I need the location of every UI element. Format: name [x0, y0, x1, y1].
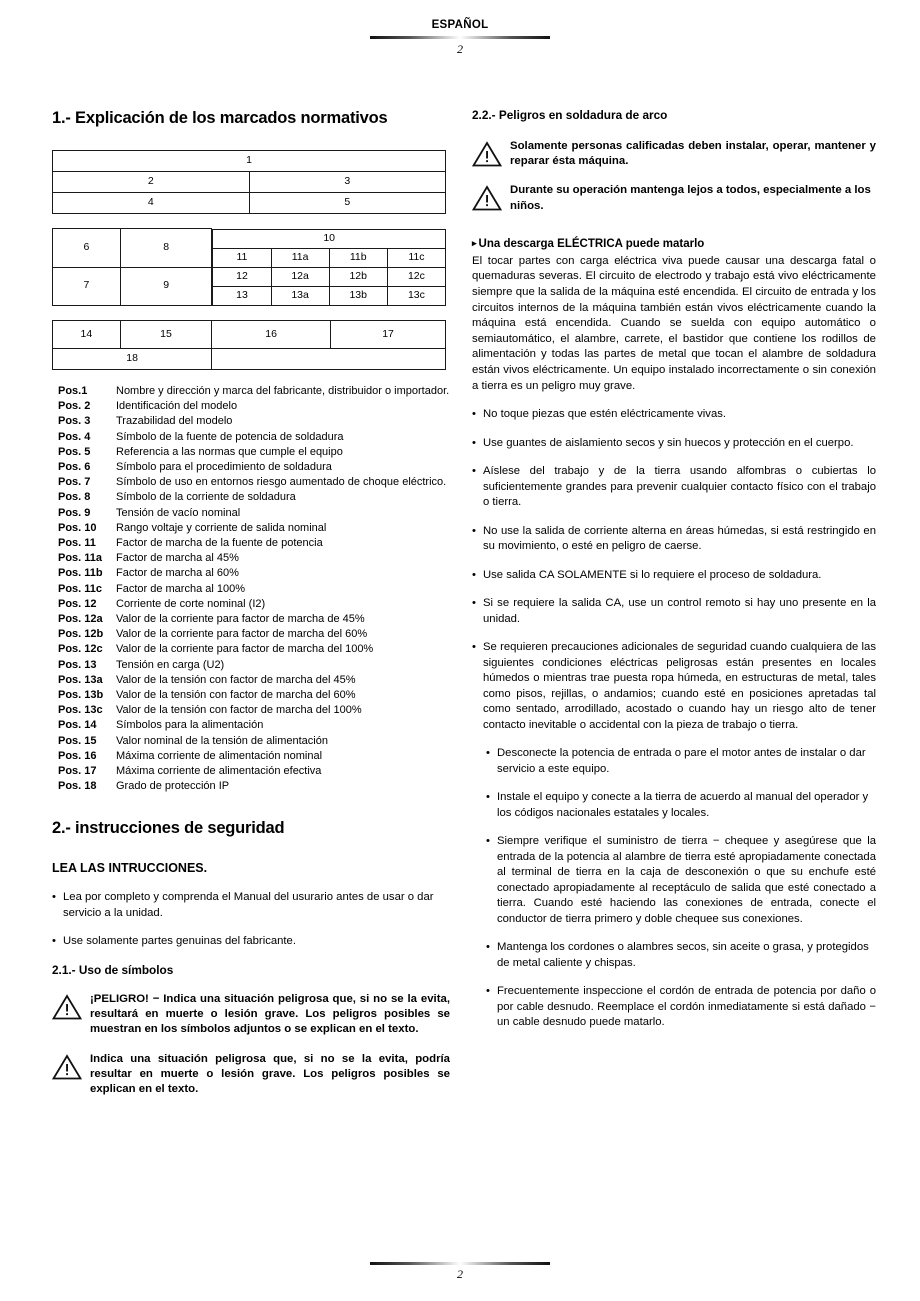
- electric-shock-sub-bullets: [486, 746, 876, 1031]
- cell-11b: 11b: [329, 248, 387, 267]
- pos-key: Pos. 14: [58, 719, 97, 732]
- list-item: [52, 536, 450, 551]
- list-item: • Siempre verifique el suministro de tierra − chequee y asegúrese que la entrada de la potencia al alambre de tierra esté apropiadamente conectada al terminal de tierra en la caja de desconexión o que su enchufe esté conectado apropiadamente al receptáculo de salida que esté conectado a tierra. Cuando esté haciendo las conexiones de entrada, conecte el conductor de tierra primero y doble chequee sus conexiones.: [486, 834, 876, 927]
- list-item: [52, 551, 450, 566]
- footer-page-number: 2: [457, 1267, 463, 1281]
- table-row: [213, 229, 446, 248]
- triangle-bullet-icon: ▸: [472, 237, 477, 248]
- marking-table-1: [52, 150, 446, 214]
- pos-value: Símbolo de uso en entornos riesgo aumentado de choque eléctrico.: [116, 476, 447, 489]
- list-item: [52, 627, 450, 642]
- cell-11c: 11c: [387, 248, 445, 267]
- electric-shock-heading: [472, 236, 876, 252]
- table-row: [53, 349, 446, 370]
- cell-12a: 12a: [271, 267, 329, 286]
- section-2-title: 2.- instrucciones de seguridad: [52, 819, 285, 838]
- list-item: [52, 384, 450, 399]
- list-item: [52, 764, 450, 779]
- list-item: [52, 414, 450, 429]
- list-item: [52, 734, 450, 749]
- pos-value: Factor de marcha de la fuente de potencia: [116, 537, 323, 550]
- pos-key: Pos. 16: [58, 749, 97, 762]
- spacer: [52, 794, 450, 818]
- pos-value: Identificación del modelo: [116, 400, 238, 413]
- arc-warning-qualified-persons-text: Solamente personas calificadas deben instalar, operar, mantener y reparar ésta máquina.: [510, 140, 876, 168]
- header-divider: [370, 36, 550, 39]
- arc-warning-keep-away-text: Durante su operación mantenga lejos a todos, especialmente a los niños.: [510, 184, 871, 212]
- list-item: [52, 779, 450, 794]
- list-item: [52, 460, 450, 475]
- list-item: • Se requieren precauciones adicionales de seguridad cuando cualquiera de las siguientes condiciones eléctricas peligrosas están presentes en locales húmedos o mientras trae puesta ropa húmeda, en estructuras de metal, tales como pisos, rejillas, o andamios; cuando esté en posiciones apretadas tal como sentado, arrodillado, acostado o cuando hay un riesgo alto de tener contacto inevitable o accidental con la pieza de trabajo o tierra.: [472, 640, 876, 733]
- cell-1: 1: [53, 151, 446, 172]
- cell-17: 17: [331, 321, 446, 349]
- marking-table-3: [52, 320, 446, 370]
- table-row: [53, 229, 447, 268]
- electric-shock-paragraph: El tocar partes con carga eléctrica viva puede causar una descarga fatal o quemaduras severas. El circuito de electrodo y trabajo está vivo eléctricamente siempre que la salida de la máquina esté encendida. El circuito de entrada y los circuitos internos de la máquina también están vivos eléctricamente cuando la máquina está encendida. Cuando se suelda con equipo automático o semiautomático, el alambre, carrete, el bastidor que contiene los rodillos de alimentación y todas las partes de metal que tocan el alambre de soldadura están vivos eléctricamente. Un equipo instalado incorrectamente o sin conexión a tierra es un peligro muy grave.: [472, 254, 876, 392]
- list-item: [52, 749, 450, 764]
- list-item: [52, 521, 450, 536]
- pos-value: Factor de marcha al 60%: [116, 567, 239, 580]
- pos-key: Pos. 13b: [58, 689, 104, 702]
- cell-12b: 12b: [329, 267, 387, 286]
- list-item: [52, 430, 450, 445]
- pos-value: Grado de protección IP: [116, 780, 230, 793]
- symbol-warning-danger: [52, 992, 450, 1038]
- cell-13a: 13a: [271, 286, 329, 305]
- pos-value: Símbolo de la fuente de potencia de soldadura: [116, 430, 344, 443]
- cell-10: 10: [213, 229, 446, 248]
- pos-key: Pos. 4: [58, 430, 91, 443]
- document-body: [0, 108, 920, 1248]
- table-row: [53, 321, 446, 349]
- symbol-warning-caution-text: Indica una situación peligrosa que, si no se la evita, podría resultar en muerte o lesión grave. Los peligros posibles se explican en el texto.: [90, 1052, 450, 1095]
- list-item: [52, 582, 450, 597]
- cell-15: 15: [120, 321, 211, 349]
- list-item: • Frecuentemente inspeccione el cordón de entrada de potencia por daño o por cable desnudo. Reemplace el cordón inmediatamente si está dañado − un cable desnudo puede matarlo.: [486, 984, 876, 1031]
- cell-11: 11: [213, 248, 271, 267]
- pos-key: Pos. 11: [58, 537, 96, 550]
- pos-key: Pos. 12: [58, 597, 97, 610]
- list-item: • Mantenga los cordones o alambres secos, sin aceite o grasa, y protegidos de metal caliente y chispas.: [486, 940, 876, 971]
- list-item: [52, 658, 450, 673]
- cell-empty: [212, 349, 446, 370]
- pos-key: Pos. 2: [58, 400, 91, 413]
- pos-value: Referencia a las normas que cumple el equipo: [116, 445, 343, 458]
- list-item: • Lea por completo y comprenda el Manual del usurario antes de usar o dar servicio a la unidad.: [52, 890, 450, 921]
- list-item: • Use solamente partes genuinas del fabricante.: [52, 934, 450, 950]
- list-item: [52, 566, 450, 581]
- cell-12c: 12c: [387, 267, 445, 286]
- cell-9: 9: [120, 267, 212, 306]
- cell-6: 6: [53, 229, 121, 268]
- marking-table-2: [52, 228, 446, 306]
- list-item: [52, 399, 450, 414]
- page-header: [0, 18, 920, 56]
- warning-triangle-icon: [52, 1052, 90, 1080]
- table-row: [53, 151, 446, 172]
- pos-value: Valor de la corriente para factor de marcha del 100%: [116, 643, 374, 656]
- pos-key: Pos. 11b: [58, 567, 103, 580]
- pos-value: Nombre y dirección y marca del fabricante, distribuidor o importador.: [116, 385, 450, 397]
- read-instructions-title: LEA LAS INTRUCCIONES.: [52, 861, 208, 876]
- pos-key: Pos. 5: [58, 445, 91, 458]
- cell-5: 5: [249, 193, 446, 214]
- pos-key: Pos. 12a: [58, 613, 103, 626]
- pos-key: Pos. 13: [58, 658, 97, 671]
- pos-value: Tensión en carga (U2): [116, 658, 225, 671]
- marking-table-2-inner: [212, 229, 446, 306]
- list-item: • Use salida CA SOLAMENTE si lo requiere el proceso de soldadura.: [472, 568, 876, 584]
- list-item: [52, 642, 450, 657]
- pos-value: Valor nominal de la tensión de alimentación: [116, 734, 328, 747]
- cell-16: 16: [212, 321, 331, 349]
- pos-key: Pos.1: [58, 385, 88, 397]
- pos-value: Rango voltaje y corriente de salida nominal: [116, 521, 327, 534]
- pos-key: Pos. 12c: [58, 643, 103, 656]
- list-item: • No toque piezas que estén eléctricamente vivas.: [472, 407, 876, 423]
- cell-2: 2: [53, 172, 250, 193]
- table-row: [213, 248, 446, 267]
- pos-value: Símbolo de la corriente de soldadura: [116, 491, 296, 504]
- pos-key: Pos. 15: [58, 734, 97, 747]
- pos-key: Pos. 12b: [58, 628, 104, 641]
- table-row: [53, 193, 446, 214]
- pos-key: Pos. 17: [58, 765, 97, 778]
- table-row: [213, 267, 446, 286]
- table-row: [213, 286, 446, 305]
- list-item: [52, 475, 450, 490]
- position-legend-list: [52, 384, 450, 794]
- section-2-2-title: 2.2.- Peligros en soldadura de arco: [472, 108, 668, 122]
- pos-key: Pos. 11a: [58, 552, 103, 565]
- pos-value: Valor de la tensión con factor de marcha del 45%: [116, 673, 356, 686]
- list-item: [52, 597, 450, 612]
- list-item: • Use guantes de aislamiento secos y sin huecos y protección en el cuerpo.: [472, 436, 876, 452]
- cell-14: 14: [53, 321, 121, 349]
- pos-value: Factor de marcha al 45%: [116, 552, 239, 565]
- section-2-1-title: 2.1.- Uso de símbolos: [52, 962, 174, 977]
- pos-key: Pos. 9: [58, 506, 91, 519]
- warning-triangle-icon: [472, 183, 510, 211]
- pos-key: Pos. 3: [58, 415, 91, 428]
- pos-value: Valor de la tensión con factor de marcha del 100%: [116, 704, 362, 717]
- pos-key: Pos. 7: [58, 476, 91, 489]
- cell-3: 3: [249, 172, 446, 193]
- pos-value: Tensión de vacío nominal: [116, 506, 241, 519]
- cell-18: 18: [53, 349, 212, 370]
- pos-value: Valor de la corriente para factor de marcha del 60%: [116, 628, 368, 641]
- list-item: [52, 718, 450, 733]
- electric-shock-bullets: [472, 407, 876, 733]
- electric-shock-heading-label: Una descarga ELÉCTRICA puede matarlo: [478, 237, 705, 250]
- pos-key: Pos. 10: [58, 521, 97, 534]
- list-item: • Instale el equipo y conecte a la tierra de acuerdo al manual del operador y los códigos nacionales estatales y locales.: [486, 790, 876, 821]
- pos-value: Símbolo para el procedimiento de soldadura: [116, 461, 332, 474]
- pos-key: Pos. 18: [58, 780, 97, 793]
- list-item: [52, 490, 450, 505]
- pos-value: Corriente de corte nominal (I2): [116, 597, 266, 610]
- cell-4: 4: [53, 193, 250, 214]
- page-footer: [0, 1258, 920, 1281]
- pos-key: Pos. 11c: [58, 582, 103, 595]
- pos-value: Factor de marcha al 100%: [116, 582, 246, 595]
- list-item: • Aíslese del trabajo y de la tierra usando alfombras o cubiertas lo suficientemente grandes para prevenir cualquier contacto físico con el trabajo o tierra.: [472, 464, 876, 511]
- footer-divider: [370, 1262, 550, 1265]
- list-item: [52, 506, 450, 521]
- list-item: [52, 445, 450, 460]
- cell-12: 12: [213, 267, 271, 286]
- cell-8: 8: [120, 229, 212, 268]
- marking-table-2-nested-group: [212, 229, 446, 306]
- pos-value: Símbolos para la alimentación: [116, 719, 264, 732]
- warning-triangle-icon: [52, 992, 90, 1020]
- list-item: [52, 688, 450, 703]
- symbol-warning-caution: [52, 1052, 450, 1098]
- right-column: [472, 108, 876, 1044]
- pos-value: Valor de la tensión con factor de marcha del 60%: [116, 689, 356, 702]
- pos-key: Pos. 6: [58, 461, 91, 474]
- cell-13c: 13c: [387, 286, 445, 305]
- pos-value: Trazabilidad del modelo: [116, 415, 233, 428]
- header-page-number: 2: [457, 42, 463, 56]
- pos-key: Pos. 13c: [58, 704, 103, 717]
- list-item: [52, 703, 450, 718]
- warning-triangle-icon: [472, 139, 510, 167]
- list-item: • Si se requiere la salida CA, use un control remoto si hay uno presente en la unidad.: [472, 596, 876, 627]
- arc-warning-qualified-persons: [472, 139, 876, 169]
- read-instructions-bullets: [52, 890, 450, 950]
- cell-11a: 11a: [271, 248, 329, 267]
- symbol-warning-danger-text: ¡PELIGRO! − Indica una situación peligrosa que, si no se la evita, resultará en muerte o lesión grave. Los peligros posibles se muestran en los símbolos adjuntos o se explican en el texto.: [90, 992, 450, 1036]
- pos-key: Pos. 13a: [58, 673, 103, 686]
- cell-13: 13: [213, 286, 271, 305]
- list-item: [52, 612, 450, 627]
- cell-7: 7: [53, 267, 121, 306]
- header-language-label: ESPAÑOL: [431, 19, 489, 31]
- pos-value: Máxima corriente de alimentación efectiva: [116, 765, 322, 778]
- list-item: [52, 673, 450, 688]
- pos-key: Pos. 8: [58, 491, 91, 504]
- left-column: [52, 108, 450, 1111]
- pos-value: Valor de la corriente para factor de marcha de 45%: [116, 613, 365, 626]
- pos-value: Máxima corriente de alimentación nominal: [116, 749, 323, 762]
- section-1-title: 1.- Explicación de los marcados normativos: [52, 109, 388, 127]
- cell-13b: 13b: [329, 286, 387, 305]
- list-item: • Desconecte la potencia de entrada o pare el motor antes de instalar o dar servicio a este equipo.: [486, 746, 876, 777]
- arc-warning-keep-away: [472, 183, 876, 213]
- list-item: • No use la salida de corriente alterna en áreas húmedas, si está restringido en su movimiento, o esté en peligro de caerse.: [472, 524, 876, 555]
- table-row: [53, 172, 446, 193]
